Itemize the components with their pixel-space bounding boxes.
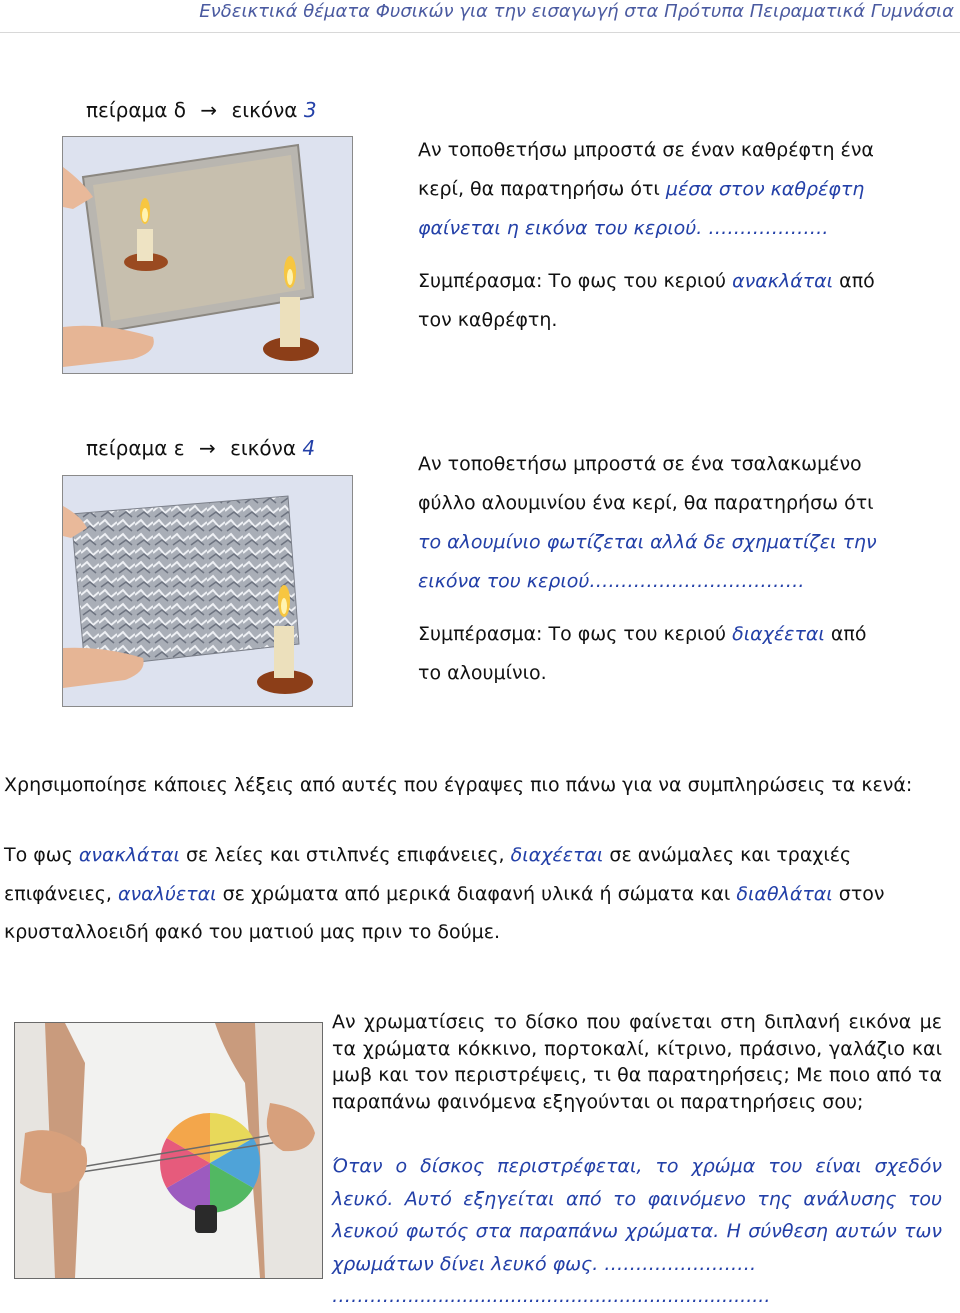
text-line: τον καθρέφτη. (418, 309, 558, 331)
mirror-candle-image (62, 136, 353, 374)
text-line: κερί, θα παρατηρήσω ότι μέσα στον καθρέφτη (418, 178, 865, 200)
intro-text: Χρησιμοποίησε κάποιες λέξεις από αυτές που έγραψες πιο πάνω για να συμπληρώσεις τα κενά: (4, 774, 913, 796)
experiment-d-label: πείραμα δ (86, 98, 186, 122)
figure-label: εικόνα (231, 98, 298, 122)
color-disc-image (14, 1022, 323, 1279)
experiment-e-text (418, 445, 941, 693)
figure-number: 4 (302, 436, 316, 460)
fill-in-intro (4, 771, 954, 800)
text-line: Αν τοποθετήσω μπροστά σε ένα τσαλακωμένο (418, 453, 862, 475)
text-line: το αλουμίνιο. (418, 662, 547, 684)
aluminium-candle-image (62, 475, 353, 707)
experiment-d-text (418, 131, 941, 340)
fill-in-text: Το φως ανακλάται σε λείες και στιλπνές επιφάνειες, διαχέεται σε ανώμαλες και τραχιές επιφάνειες, αναλύεται σε χρώματα από μερικά διαφανή υλικά ή σώματα και διαθλάται στον κρυσταλλοειδή φακό του ματιού μας πριν το δούμε. (4, 844, 885, 943)
experiment-d-title (86, 98, 317, 122)
answer-dots: …………............................................................ (332, 1285, 771, 1307)
experiment-e-title (86, 436, 315, 460)
answer-line: φαίνεται η εικόνα του κεριού. ………………. (418, 217, 829, 239)
disc-question (332, 1009, 942, 1115)
conclusion-line: Συμπέρασμα: Το φως του κεριού ανακλάται από (418, 270, 875, 292)
arrow-icon: → (200, 98, 218, 122)
conclusion-line: Συμπέρασμα: Το φως του κεριού διαχέεται από (418, 623, 867, 645)
figure-label: εικόνα (230, 436, 297, 460)
text-line: φύλλο αλουμινίου ένα κερί, θα παρατηρήσω ότι (418, 492, 874, 514)
answer-line: εικόνα του κεριού……………………………. (418, 570, 805, 592)
arrow-icon: → (198, 436, 216, 460)
answer-line: το αλουμίνιο φωτίζεται αλλά δε σχηματίζει την (418, 531, 877, 553)
page-header (0, 0, 960, 26)
text-line: Αν τοποθετήσω μπροστά σε έναν καθρέφτη ένα (418, 139, 874, 161)
disc-answer (332, 1150, 942, 1313)
fill-in-paragraph (4, 836, 954, 952)
figure-number: 3 (303, 98, 317, 122)
answer-text: Όταν ο δίσκος περιστρέφεται, το χρώμα του είναι σχεδόν λευκό. Αυτό εξηγείται από το φαινόμενο της ανάλυσης του λευκού φωτός στα παραπάνω χρώματα. Η σύνθεση αυτών των χρωμάτων δίνει λευκό φως. …………………… (332, 1155, 942, 1275)
experiment-e-label: πείραμα ε (86, 436, 185, 460)
header-title: Ενδεικτικά θέματα Φυσικών για την εισαγωγή στα Πρότυπα Πειραματικά Γυμνάσια (199, 1, 954, 22)
question-text: Αν χρωματίσεις το δίσκο που φαίνεται στη διπλανή εικόνα με τα χρώματα κόκκινο, πορτοκαλί, κίτρινο, πράσινο, γαλάζιο και μωβ και τον περιστρέψεις, τι θα παρατηρήσεις; Με ποιο από τα παραπάνω φαινόμενα εξηγούνται οι παρατηρήσεις σου; (332, 1011, 942, 1113)
